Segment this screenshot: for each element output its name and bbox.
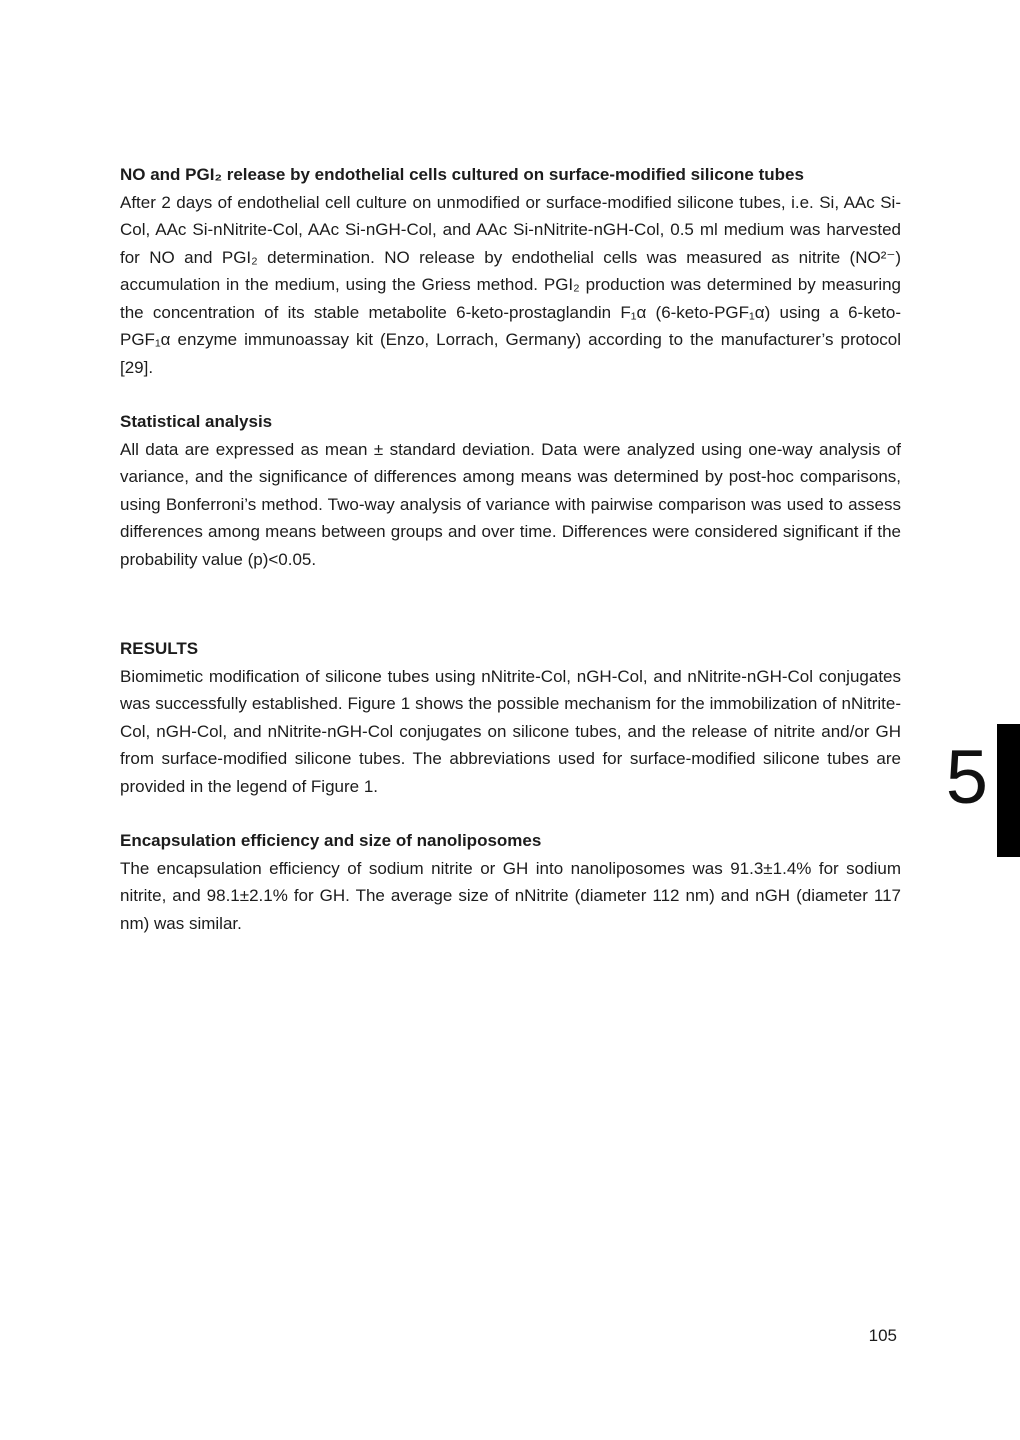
page-content	[120, 161, 901, 937]
section-heading-statistical-analysis: Statistical analysis	[120, 412, 273, 431]
chapter-number: 5	[945, 735, 988, 820]
section-heading-no-pgi2-release: NO and PGI₂ release by endothelial cells cultured on surface-modified silicone tubes	[120, 165, 804, 184]
page-number: 105	[868, 1326, 897, 1345]
chapter-tab-marker	[997, 724, 1020, 857]
section-body-statistical-analysis: All data are expressed as mean ± standard deviation. Data were analyzed using one-way analysis of variance, and the significance of differences among means was determined by post-hoc comparisons, using Bonferroni’s method. Two-way analysis of variance with pairwise comparison was used to assess differences among means between groups and over time. Differences were considered significant if the probability value (p)<0.05.	[120, 439, 901, 569]
section-no-pgi2-release	[120, 161, 901, 381]
section-body-no-pgi2-release: After 2 days of endothelial cell culture on unmodified or surface-modified silicone tubes, i.e. Si, AAc Si-Col, AAc Si-nNitrite-Col, AAc Si-nGH-Col, and AAc Si-nNitrite-nGH-Col, 0.5 ml medium was harvested for NO and PGI₂ determination. NO release by endothelial cells was measured as nitrite (NO²⁻) accumulation in the medium, using the Griess method. PGI₂ production was determined by measuring the concentration of its stable metabolite 6-keto-prostaglandin F₁α (6-keto-PGF₁α) using a 6-keto-PGF₁α enzyme immunoassay kit (Enzo, Lorrach, Germany) according to the manufacturer’s protocol [29].	[120, 192, 901, 377]
section-encapsulation-efficiency	[120, 827, 901, 937]
section-results	[120, 635, 901, 800]
section-statistical-analysis	[120, 408, 901, 573]
section-heading-results: RESULTS	[120, 639, 199, 658]
section-body-encapsulation-efficiency: The encapsulation efficiency of sodium nitrite or GH into nanoliposomes was 91.3±1.4% for sodium nitrite, and 98.1±2.1% for GH. The average size of nNitrite (diameter 112 nm) and nGH (diameter 117 nm) was similar.	[120, 858, 901, 933]
section-body-results: Biomimetic modification of silicone tubes using nNitrite-Col, nGH-Col, and nNitrite-nGH-Col conjugates was successfully established. Figure 1 shows the possible mechanism for the immobilization of nNitrite-Col, nGH-Col, and nNitrite-nGH-Col conjugates on silicone tubes, and the release of nitrite and/or GH from surface-modified silicone tubes. The abbreviations used for surface-modified silicone tubes are provided in the legend of Figure 1.	[120, 666, 901, 796]
section-heading-encapsulation-efficiency: Encapsulation efficiency and size of nanoliposomes	[120, 831, 542, 850]
